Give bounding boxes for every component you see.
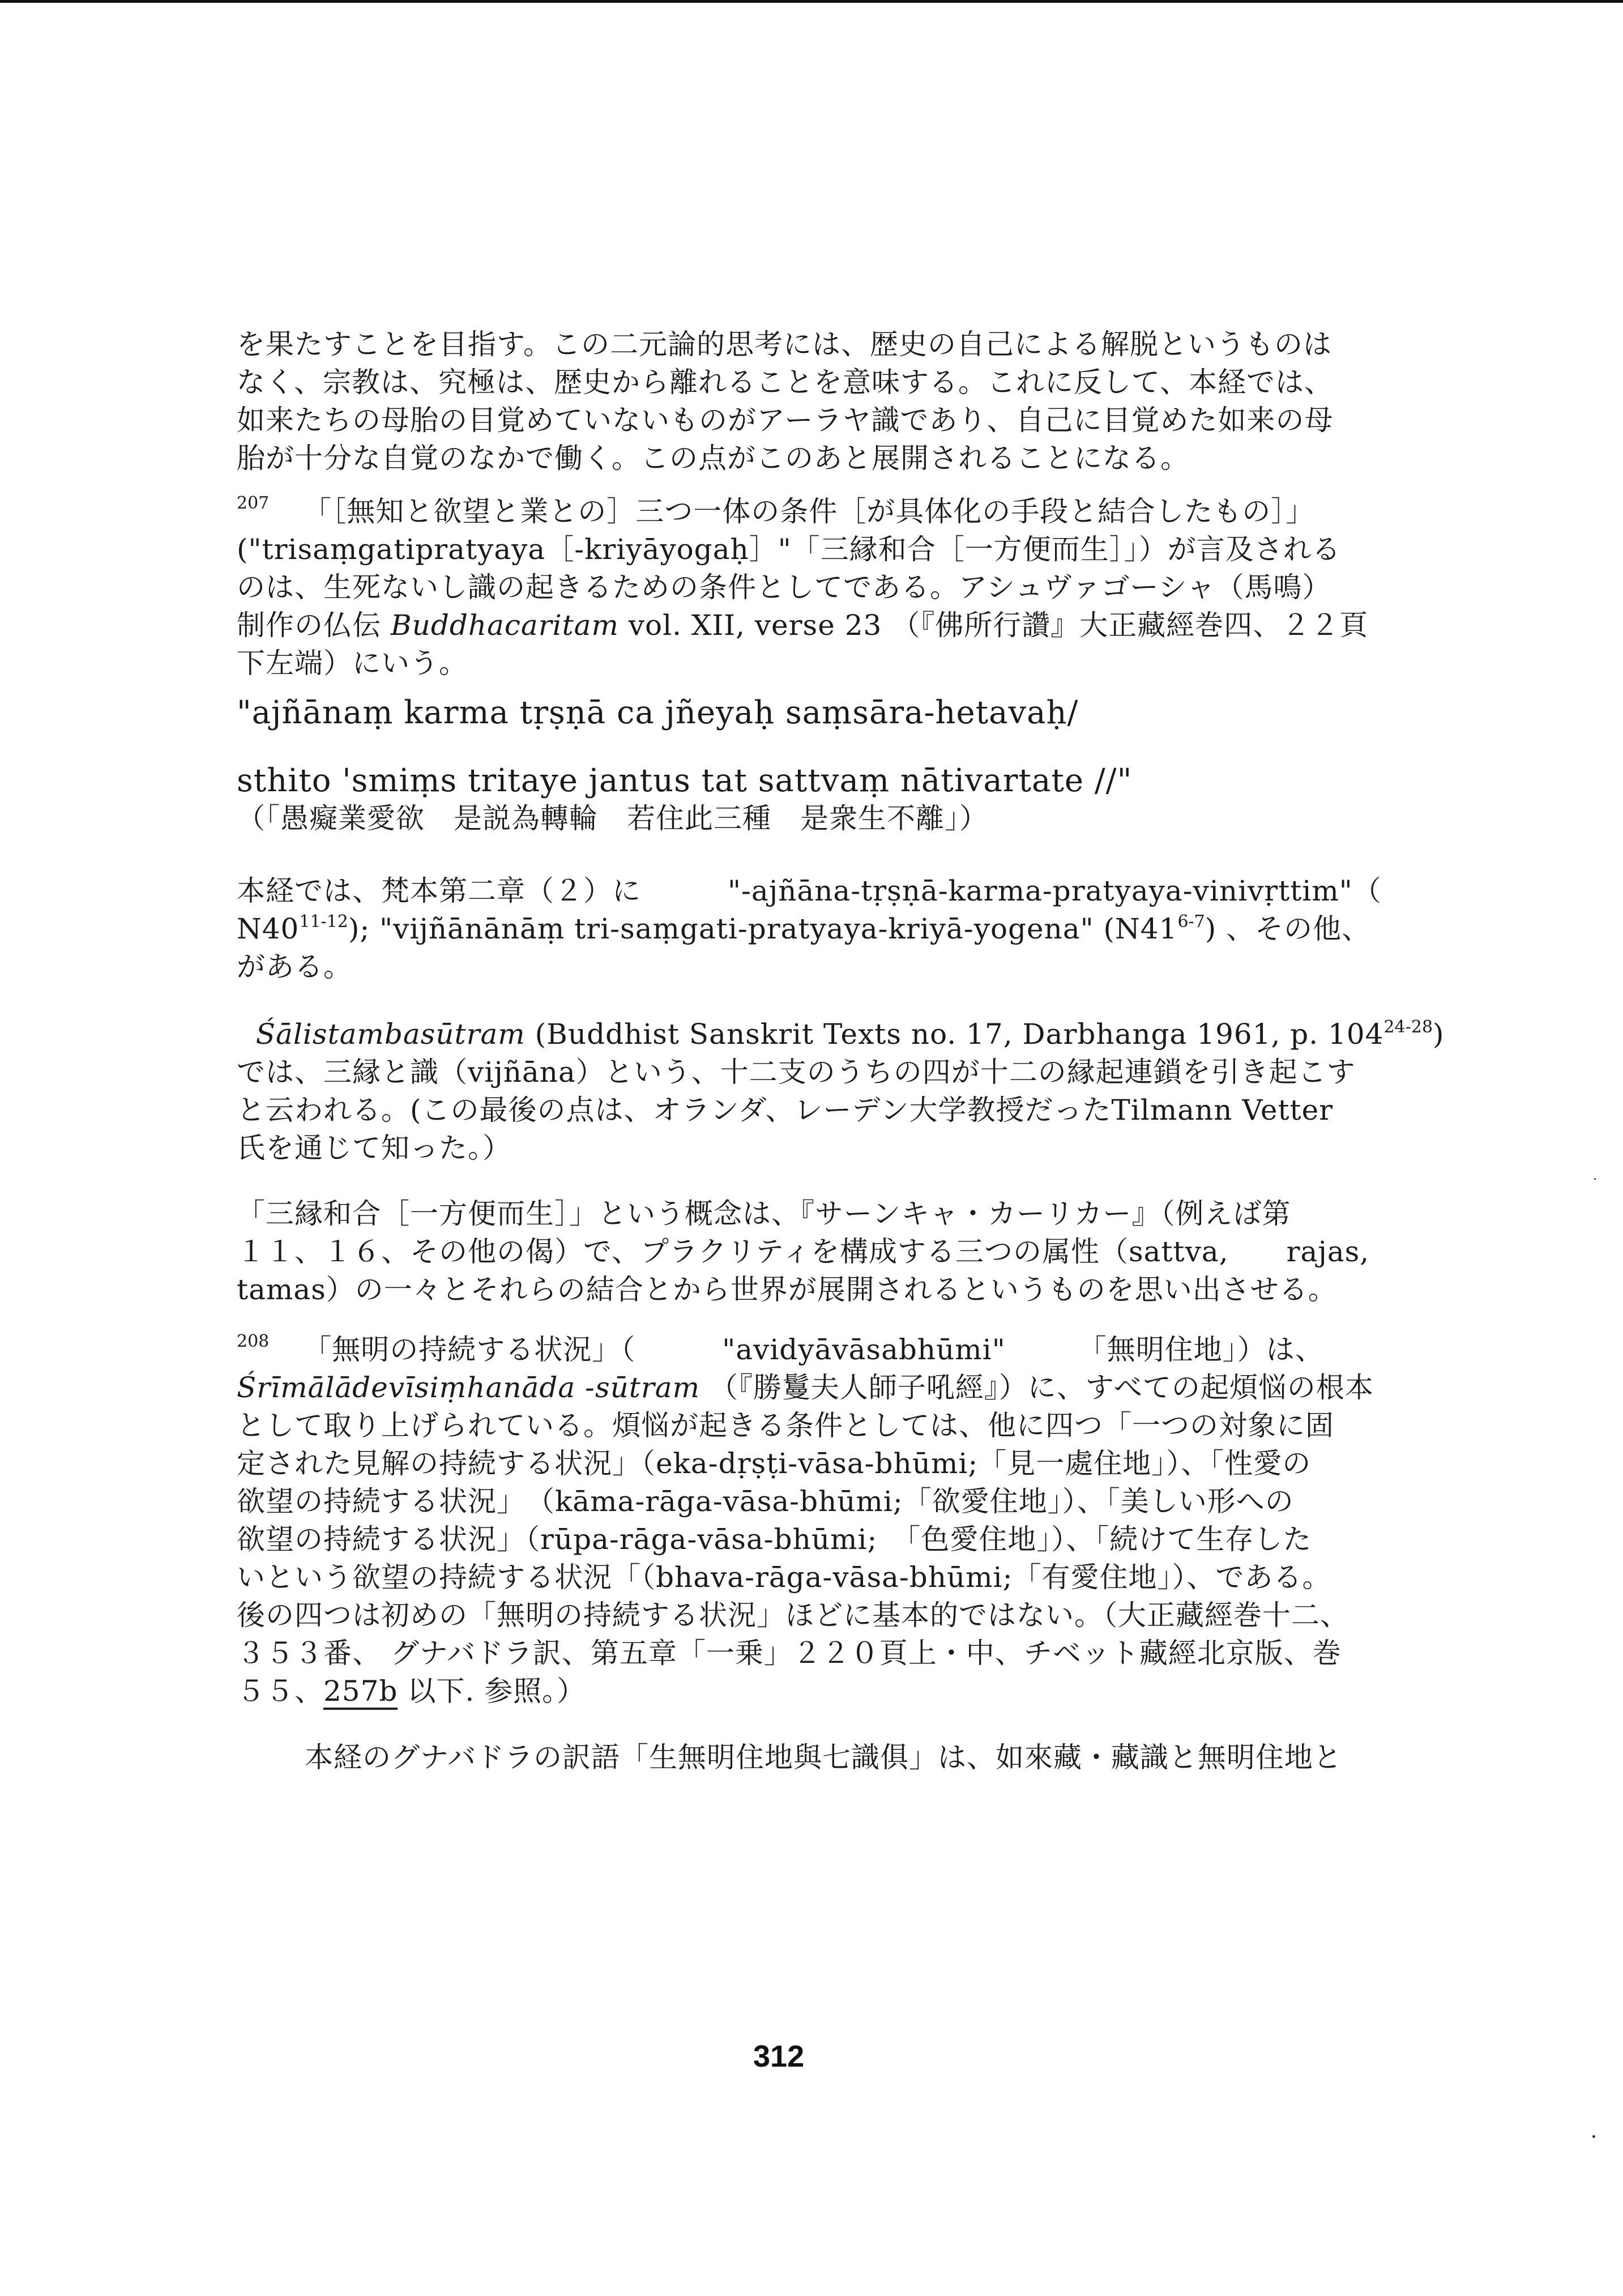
paragraph-continuation [237, 326, 1334, 477]
work-title: Buddhacaritam [390, 609, 619, 642]
text-line: Śrīmālādevīsiṃhanāda -sūtram （『勝鬘夫人師子吼經』）に、すべての起煩悩の根本 [237, 1371, 1374, 1404]
text-line: ５５、257b 以下. 参照。） [237, 1672, 1330, 1710]
top-border-line [0, 0, 1623, 3]
text-line: 制作の仏伝 Buddhacaritam vol. XII, verse 23 （『佛所行讚』大正藏經巻四、２２頁 [237, 609, 1369, 642]
sanskrit-verse [237, 694, 1330, 732]
text-line: 「三縁和合［一方便而生］」という概念は、『サーンキャ・カーリカー』（例えば第 [237, 1197, 1291, 1230]
paragraph-salistamba [237, 1015, 1445, 1167]
text-line: Śālistambasūtram (Buddhist Sanskrit Texts no. 17, Darbhanga 1961, p. 104$^{24-28}$) [255, 1017, 1445, 1051]
text-line: を果たすことを目指す。この二元論的思考には、歴史の自己による解脱というものは [237, 328, 1332, 361]
text-line: がある。 [237, 950, 352, 983]
paragraph-sanskrit-refs [237, 872, 1382, 986]
paragraph-gunabhadra [237, 1739, 1342, 1777]
work-title: Śālistambasūtram [255, 1018, 526, 1051]
text-line: 氏を通じて知った。） [237, 1132, 511, 1164]
paragraph-samkhya [237, 1195, 1370, 1309]
text-line: $^{208}$ 「無明の持続する状況」（ "avidyāvāsabhūmi" 「無明住地」）は、 [237, 1331, 1324, 1366]
work-title: Śrīmālādevīsiṃhanāda -sūtram [237, 1371, 701, 1404]
page-number: 312 [753, 2039, 805, 2073]
text-line: ("trisaṃgatipratyaya［-kriyāyogaḥ］"「三縁和合［一方便而生］」）が言及される [237, 533, 1341, 566]
verse-line: sthito 'smiṃs tritaye jantus tat sattvaṃ nātivartate //" [237, 762, 1133, 799]
underlined-reference: 257b [323, 1675, 398, 1710]
footnote-number: 207 [237, 493, 270, 513]
text-line: tamas）の一々とそれらの結合とから世界が展開されるというものを思い出させる。 [237, 1273, 1337, 1306]
text-line: と云われる。(この最後の点は、オランダ、レーデン大学教授だったTilmann Vetter [237, 1094, 1334, 1126]
text-line: 欲望の持続する状況」（rūpa-rāga-vāsa-bhūmi; 「色愛住地」）、「続けて生存した [237, 1523, 1312, 1556]
footnote-number: 208 [237, 1331, 270, 1351]
footnote-207 [237, 484, 1369, 682]
text-line: 後の四つは初めの「無明の持続する状況」ほどに基本的ではない。（大正藏經巻十二、 [237, 1599, 1349, 1632]
text-line: のは、生死ないし識の起きるための条件としてである。アシュヴァゴーシャ（馬鳴） [237, 571, 1331, 604]
text-line: 如来たちの母胎の目覚めていないものがアーラヤ識であり、自己に目覚めた如来の母 [237, 404, 1334, 437]
footnote-208 [237, 1322, 1374, 1710]
text-line: 定された見解の持続する状況」（eka-dṛṣṭi-vāsa-bhūmi;「見一處住地」）、「性愛の [237, 1447, 1312, 1480]
text-line: 欲望の持続する状況」 （kāma-rāga-vāsa-bhūmi;「欲愛住地」）、「美しい形への [237, 1485, 1294, 1518]
text-line: $^{207}$ 「［無知と欲望と業との］三つ一体の条件［が具体化の手段と結合したもの］」 [237, 493, 1315, 528]
text-line: 胎が十分な自覚のなかで働く。この点がこのあと展開されることになる。 [237, 442, 1189, 475]
text-line: １１、１６、その他の偈）で、プラクリティを構成する三つの属性（sattva, rajas, [237, 1235, 1370, 1268]
verse-line: "ajñānaṃ karma tṛṣṇā ca jñeyaḥ saṃsāra-hetavaḥ/ [237, 694, 1079, 731]
text-line: では、三縁と識（vijñāna）という、十二支のうちの四が十二の縁起連鎖を引き起こす [237, 1056, 1356, 1089]
text-line: ３５３番、 グナバドラ訳、第五章「一乗」２２０頁上・中、チベット藏經北京版、巻 [237, 1637, 1342, 1670]
text-line: いという欲望の持続する状況「（bhava-rāga-vāsa-bhūmi;「有愛住地」）、である。 [237, 1561, 1331, 1594]
text-line: 本経のグナバドラの訳語「生無明住地與七識俱」は、如來藏・藏識と無明住地と [305, 1741, 1342, 1774]
text-line: として取り上げられている。煩悩が起きる条件としては、他に四つ「一つの対象に固 [237, 1409, 1334, 1442]
text-line: 本経では、梵本第二章（２）に "-ajñāna-tṛṣṇā-karma-pratyaya-vinivṛttim"（ [237, 874, 1382, 907]
scan-speck [1592, 2135, 1595, 2138]
text-line: N40$^{11-12}$); "vijñānānāṃ tri-saṃgati-pratyaya-kriyā-yogena" (N41$^{6-7}$) 、その他、 [237, 912, 1371, 945]
text-line: なく、宗教は、究極は、歴史から離れることを意味する。これに反して、本経では、 [237, 366, 1333, 399]
text-line: 下左端）にいう。 [237, 647, 468, 680]
verse-translation: （「愚癡業愛欲 是説為轉輪 若住此三種 是衆生不離」） [237, 802, 988, 835]
scan-speck [1594, 1178, 1596, 1180]
sanskrit-verse-2 [237, 762, 1330, 838]
